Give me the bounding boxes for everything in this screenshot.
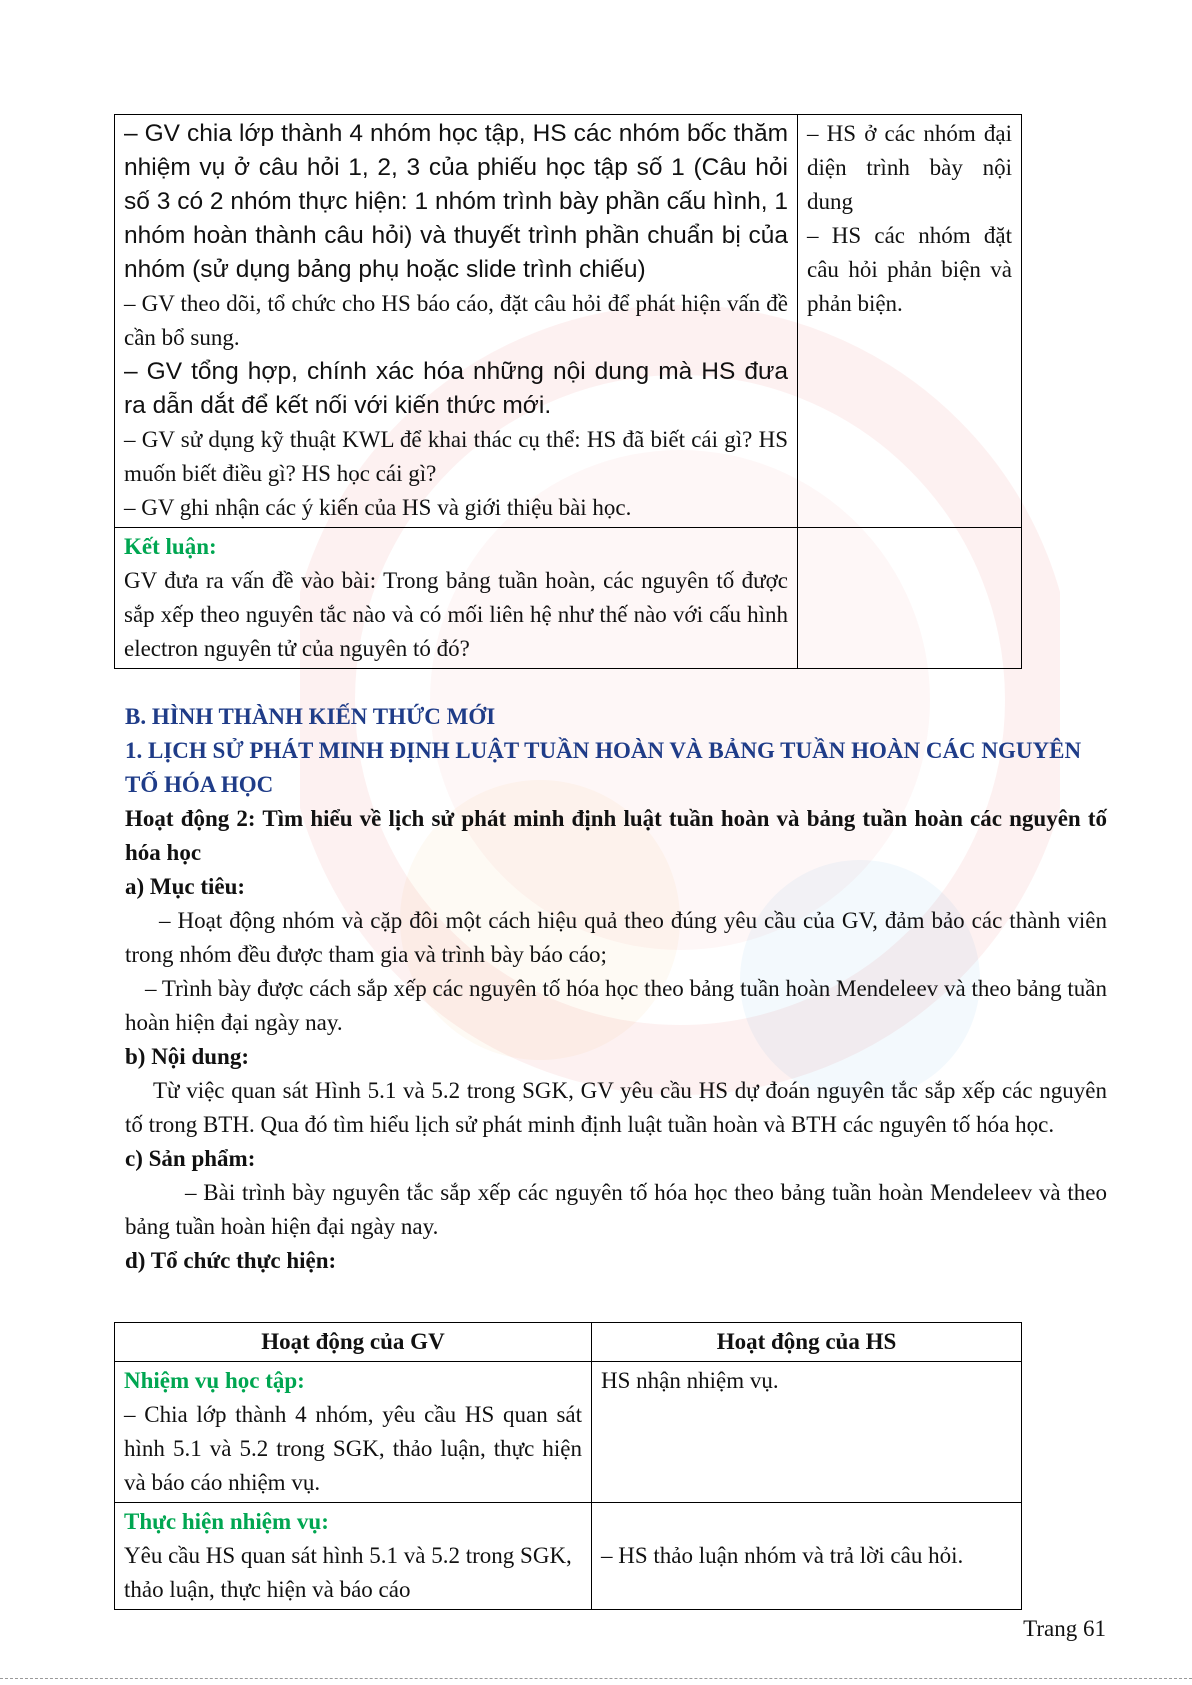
execute-heading: Thực hiện nhiệm vụ: — [124, 1509, 329, 1534]
product-text: – Bài trình bày nguyên tắc sắp xếp các nguyên tố hóa học theo bảng tuần hoàn Mendeleev và theo bảng tuần hoàn hiện đại ngày nay. — [125, 1180, 1107, 1239]
content-text: Từ việc quan sát Hình 5.1 và 5.2 trong SGK, GV yêu cầu HS dự đoán nguyên tắc sắp xếp các nguyên tố trong BTH. Qua đó tìm hiểu lịch sử phát minh định luật tuần hoàn và BTH các nguyên tố hóa học. — [125, 1078, 1107, 1137]
hs-receive-task: HS nhận nhiệm vụ. — [601, 1368, 779, 1393]
header-gv: Hoạt động của GV — [115, 1323, 592, 1362]
gv-step-monitor: – GV theo dõi, tổ chức cho HS báo cáo, đặt câu hỏi để phát hiện vấn đề cần bổ sung. — [124, 291, 788, 350]
gv-step-record: – GV ghi nhận các ý kiến của HS và giới thiệu bài học. — [124, 495, 632, 520]
heading-1: 1. LỊCH SỬ PHÁT MINH ĐỊNH LUẬT TUẦN HOÀN VÀ BẢNG TUẦN HOÀN CÁC NGUYÊN TỐ HÓA HỌC — [125, 738, 1082, 797]
hs-step-present: – HS ở các nhóm đại diện trình bày nội dung — [807, 121, 1012, 214]
table2-row1-left — [115, 1362, 592, 1503]
header-hs: Hoạt động của HS — [592, 1323, 1022, 1362]
table1-row1-right — [798, 115, 1022, 528]
objective-item-2: – Trình bày được cách sắp xếp các nguyên tố hóa học theo bảng tuần hoàn Mendeleev và theo bảng tuần hoàn hiện đại ngày nay. — [125, 976, 1107, 1035]
gv-step-group-assignment: – GV chia lớp thành 4 nhóm học tập, HS các nhóm bốc thăm nhiệm vụ ở câu hỏi 1, 2, 3 của phiếu học tập số 1 (Câu hỏi số 3 có 2 nhóm thực hiện: 1 nhóm trình bày phần cấu hình, 1 nhóm hoàn thành câu hỏi) và thuyết trình phần chuẩn bị của nhóm (sử dụng bảng phụ hoặc slide trình chiếu) — [124, 120, 788, 283]
activity-title: Hoạt động 2: Tìm hiểu về lịch sử phát minh định luật tuần hoàn và bảng tuần hoàn các nguyên tố hóa học — [125, 806, 1107, 865]
activity-table-2 — [114, 1322, 1022, 1610]
gv-step-summarize: – GV tổng hợp, chính xác hóa những nội dung mà HS đưa ra dẫn dắt để kết nối với kiến thức mới. — [124, 358, 788, 419]
product-label: c) Sản phẩm: — [125, 1146, 256, 1171]
objective-label: a) Mục tiêu: — [125, 874, 246, 899]
execute-text: Yêu cầu HS quan sát hình 5.1 và 5.2 trong SGK, thảo luận, thực hiện và báo cáo — [124, 1543, 572, 1602]
table1-row1-left — [115, 115, 798, 528]
task-text: – Chia lớp thành 4 nhóm, yêu cầu HS quan sát hình 5.1 và 5.2 trong SGK, thảo luận, thực hiện và báo cáo nhiệm vụ. — [124, 1402, 582, 1495]
heading-b: B. HÌNH THÀNH KIẾN THỨC MỚI — [125, 704, 496, 729]
table1-row2-right — [798, 528, 1022, 669]
conclusion-text: GV đưa ra vấn đề vào bài: Trong bảng tuần hoàn, các nguyên tố được sắp xếp theo nguyên tắc nào và có mối liên hệ như thế nào với cấu hình electron nguyên tử của nguyên tó đó? — [124, 568, 788, 661]
section-body — [125, 700, 1107, 1278]
objective-item-1: – Hoạt động nhóm và cặp đôi một cách hiệu quả theo đúng yêu cầu của GV, đảm bảo các thành viên trong nhóm đều được tham gia và trình bày báo cáo; — [125, 908, 1107, 967]
gv-step-kwl: – GV sử dụng kỹ thuật KWL để khai thác cụ thể: HS đã biết cái gì? HS muốn biết điều gì? HS học cái gì? — [124, 427, 788, 486]
content-label: b) Nội dung: — [125, 1044, 249, 1069]
table2-row2-left — [115, 1503, 592, 1610]
table1-row2-left — [115, 528, 798, 669]
hs-step-debate: – HS các nhóm đặt câu hỏi phản biện và phản biện. — [807, 223, 1012, 316]
footer-divider — [0, 1678, 1192, 1679]
conclusion-heading: Kết luận: — [124, 534, 217, 559]
task-heading: Nhiệm vụ học tập: — [124, 1368, 305, 1393]
activity-table-1 — [114, 114, 1022, 669]
table2-row1-right — [592, 1362, 1022, 1503]
table2-row2-right — [592, 1503, 1022, 1610]
hs-discuss: – HS thảo luận nhóm và trả lời câu hỏi. — [601, 1543, 964, 1568]
page-number: Trang 61 — [1023, 1616, 1106, 1641]
organization-label: d) Tổ chức thực hiện: — [125, 1248, 337, 1273]
